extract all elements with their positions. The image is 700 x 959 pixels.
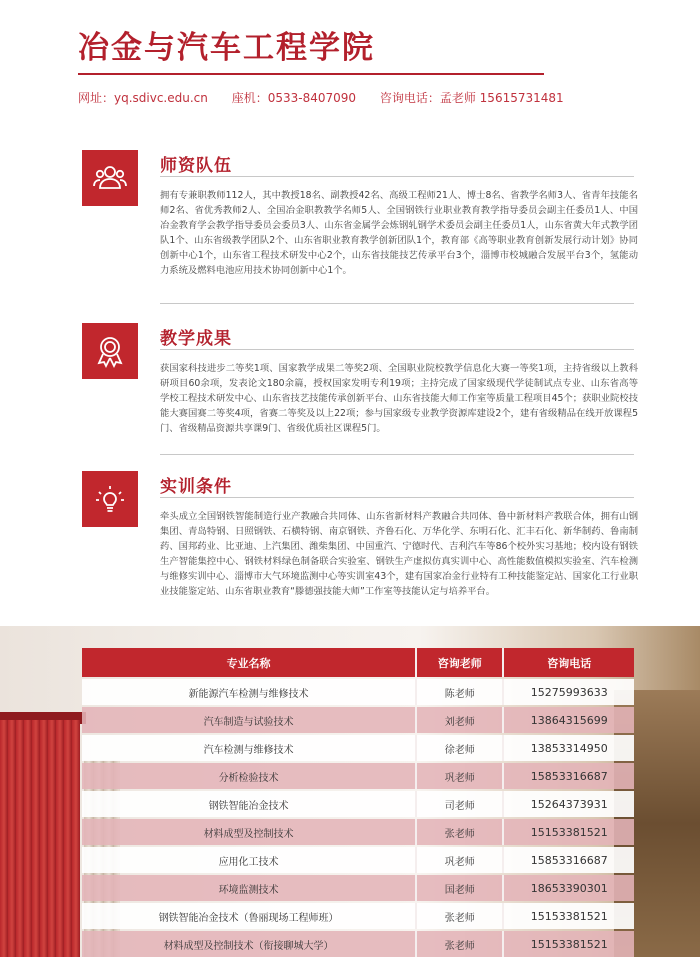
section-title-divider — [160, 176, 634, 177]
title-divider — [78, 73, 544, 75]
award-icon — [82, 323, 138, 379]
teacher-cell: 司老师 — [417, 791, 504, 817]
section-title-divider — [160, 497, 634, 498]
phone-cell: 18653390301 — [504, 875, 634, 901]
major-cell: 分析检验技术 — [82, 763, 417, 789]
table-header-row — [82, 648, 634, 677]
section-body: 拥有专兼职教师112人，其中教授18名、副教授42名、高级工程师21人、博士8名、省教学名师3人、省青年技能名师2名、省优秀教师2人、全国冶金职教教学名师5人、全国钢铁行业职业教育教学指导委员会副主任委员1人、中国冶金教育学会教学指导委员会委员3人、山东省金属学会炼钢轧钢学术委员会副主任委员1人，山东省黄大年式教学团队1个、山东省级教学团队2个、山东省职业教育教学创新团队1个，教育部《高等职业教育创新发展行动计划》协同创新中心1个，山东省工程技术研发中心2个，山东省技能技艺传承平台3个，淄博市校城融合发展平台3个，氢能动力系统及燃料电池应用技术协同创新中心1个。 — [160, 190, 638, 277]
website-text: 网址：yq.sdivc.edu.cn — [78, 91, 208, 105]
major-cell: 钢铁智能冶金技术 — [82, 791, 417, 817]
major-cell: 钢铁智能冶金技术（鲁丽现场工程师班） — [82, 903, 417, 929]
major-cell: 汽车检测与维修技术 — [82, 735, 417, 761]
header-major: 专业名称 — [82, 648, 417, 677]
lightbulb-icon — [82, 471, 138, 527]
table-row — [82, 679, 634, 705]
section-training — [82, 471, 638, 621]
teacher-cell: 张老师 — [417, 819, 504, 845]
teacher-cell: 张老师 — [417, 903, 504, 929]
table-row — [82, 707, 634, 733]
phone-cell: 15153381521 — [504, 903, 634, 929]
major-cell: 应用化工技术 — [82, 847, 417, 873]
table-row — [82, 847, 634, 873]
majors-table — [82, 646, 634, 959]
phone-cell: 15153381521 — [504, 819, 634, 845]
section-bottom-divider — [160, 303, 634, 304]
teacher-cell: 徐老师 — [417, 735, 504, 761]
header-phone: 咨询电话 — [504, 648, 634, 677]
section-bottom-divider — [160, 454, 634, 455]
teacher-cell: 张老师 — [417, 931, 504, 957]
phone-cell: 15275993633 — [504, 679, 634, 705]
section-title: 教学成果 — [160, 329, 232, 349]
phone-cell: 15264373931 — [504, 791, 634, 817]
major-cell: 材料成型及控制技术 — [82, 819, 417, 845]
major-cell: 环境监测技术 — [82, 875, 417, 901]
people-icon — [82, 150, 138, 206]
teacher-cell: 巩老师 — [417, 763, 504, 789]
section-title: 实训条件 — [160, 477, 232, 497]
section-title-divider — [160, 349, 634, 350]
page-title: 冶金与汽车工程学院 — [78, 30, 375, 66]
header-teacher: 咨询老师 — [417, 648, 504, 677]
table-row — [82, 791, 634, 817]
phone-cell: 13864315699 — [504, 707, 634, 733]
table-row — [82, 903, 634, 929]
section-title: 师资队伍 — [160, 156, 232, 176]
phone-cell: 15153381521 — [504, 931, 634, 957]
major-cell: 汽车制造与试验技术 — [82, 707, 417, 733]
section-faculty — [82, 150, 638, 310]
major-cell: 新能源汽车检测与维修技术 — [82, 679, 417, 705]
phone-cell: 15853316687 — [504, 763, 634, 789]
major-cell: 材料成型及控制技术（衔接聊城大学） — [82, 931, 417, 957]
teacher-cell: 国老师 — [417, 875, 504, 901]
landline-text: 座机：0533-8407090 — [231, 91, 357, 105]
teacher-cell: 陈老师 — [417, 679, 504, 705]
table-row — [82, 931, 634, 957]
section-achievements — [82, 323, 638, 458]
section-body: 牵头成立全国钢铁智能制造行业产教融合共同体、山东省新材料产教融合共同体、鲁中新材料产教联合体，拥有山钢集团、青岛特钢、日照钢铁、石横特钢、南京钢铁、齐鲁石化、万华化学、东明石化、汇丰石化、新华制药、鲁南制药、国邦药业、比亚迪、上汽集团、潍柴集团、中国重汽、宁德时代、吉利汽车等86个校外实习基地；校内设有钢铁生产智能集控中心、钢铁材料绿色制备联合实验室、钢铁生产虚拟仿真实训中心、高性能数值模拟实验室、汽车检测与维修实训中心、淄博市大气环境监测中心等实训室43个，建有国家冶金行业特有工种技能鉴定站、国家化工行业职业技能鉴定站、山东省职业教育“滕德强技能大师”工作室等技能认定与培养平台。 — [160, 511, 638, 598]
contact-info — [78, 89, 584, 106]
hotline-text: 咨询电话：孟老师 15615731481 — [379, 91, 564, 105]
section-body: 获国家科技进步二等奖1项、国家教学成果二等奖2项、全国职业院校教学信息化大赛一等奖1项，主持省级以上教科研项目60余项，发表论文180余篇，授权国家发明专利19项；主持完成了国家级现代学徒制试点专业、山东省高等学校工程技术研发中心、山东省技艺技能传承创新平台、山东省技能大师工作室等质量工程项目45个；获职业院校技能大赛国赛二等奖4项，省赛二等奖及以上22项；参与国家级专业教学资源库建设2个，建有省级精品在线开放课程5门、省级精品资源共享课9门、省级优质社区课程5门。 — [160, 363, 638, 435]
table-row — [82, 763, 634, 789]
pillar-decoration — [0, 720, 80, 957]
table-row — [82, 735, 634, 761]
phone-cell: 13853314950 — [504, 735, 634, 761]
phone-cell: 15853316687 — [504, 847, 634, 873]
teacher-cell: 刘老师 — [417, 707, 504, 733]
teacher-cell: 巩老师 — [417, 847, 504, 873]
table-row — [82, 819, 634, 845]
table-row — [82, 875, 634, 901]
